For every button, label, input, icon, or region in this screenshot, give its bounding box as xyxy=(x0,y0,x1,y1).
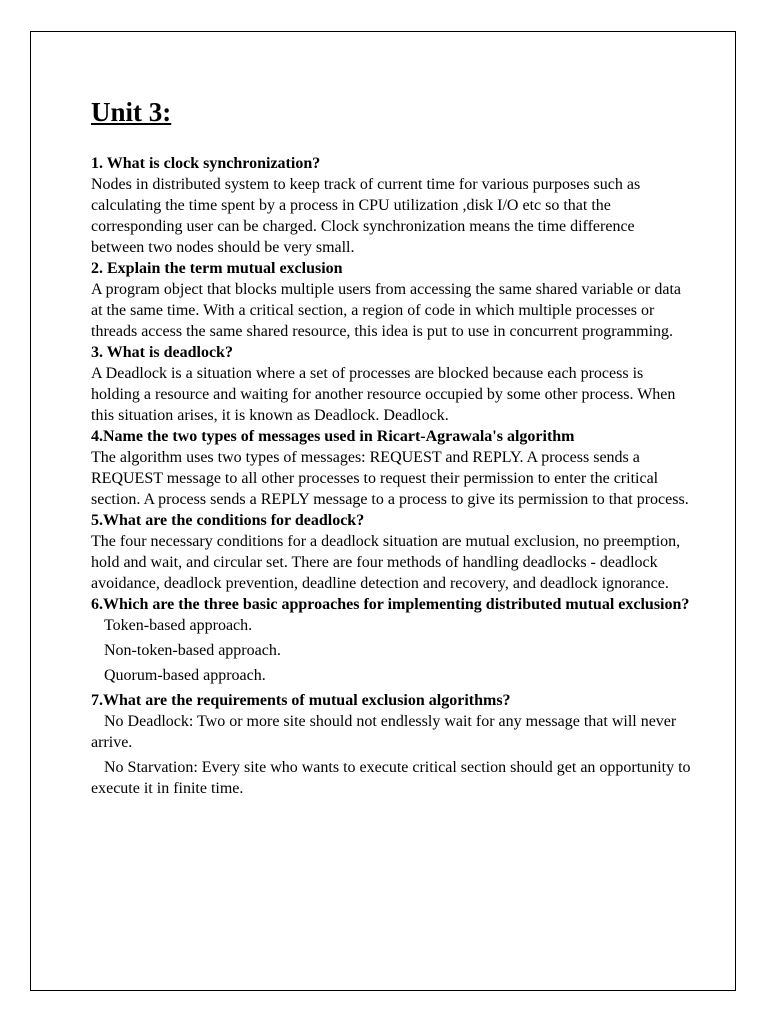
document-page xyxy=(30,31,736,991)
answer-3: A Deadlock is a situation where a set of processes are blocked because each process is holding a resource and waiting for another resource occupied by some other process. When this situation arises, it is known as Deadlock. Deadlock. xyxy=(91,365,676,424)
list-item: No Deadlock: Two or more site should not endlessly wait for any message that will never arrive. xyxy=(91,713,677,751)
list-item: No Starvation: Every site who wants to execute critical section should get an opportunity to execute it in finite time. xyxy=(91,759,691,797)
question-2: 2. Explain the term mutual exclusion xyxy=(91,260,343,277)
question-6: 6.Which are the three basic approaches for implementing distributed mutual exclusion? xyxy=(91,596,690,613)
answer-4: The algorithm uses two types of messages: REQUEST and REPLY. A process sends a REQUEST message to all other processes to request their permission to enter the critical section. A process sends a REPLY message to a process to give its permission to that process. xyxy=(91,449,689,508)
page-title: Unit 3: xyxy=(91,97,172,127)
list-item: Quorum-based approach. xyxy=(104,667,266,684)
list-item: Token-based approach. xyxy=(104,617,253,634)
answer-2: A program object that blocks multiple users from accessing the same shared variable or data at the same time. With a critical section, a region of code in which multiple processes or threads access the same shared resource, this idea is put to use in concurrent programming. xyxy=(91,281,682,340)
question-7: 7.What are the requirements of mutual exclusion algorithms? xyxy=(91,692,511,709)
question-1: 1. What is clock synchronization? xyxy=(91,155,321,172)
question-4: 4.Name the two types of messages used in Ricart-Agrawala's algorithm xyxy=(91,428,575,445)
question-3: 3. What is deadlock? xyxy=(91,344,233,361)
list-item: Non-token-based approach. xyxy=(104,642,281,659)
question-5: 5.What are the conditions for deadlock? xyxy=(91,512,365,529)
answer-1: Nodes in distributed system to keep track of current time for various purposes such as calculating the time spent by a process in CPU utilization ,disk I/O etc so that the corresponding user can be charged. Clock synchronization means the time difference between two nodes should be very small. xyxy=(91,176,641,256)
document-content xyxy=(91,94,691,803)
answer-5: The four necessary conditions for a deadlock situation are mutual exclusion, no preemption, hold and wait, and circular set. There are four methods of handling deadlocks - deadlock avoidance, deadlock prevention, deadline detection and recovery, and deadlock ignorance. xyxy=(91,533,681,592)
